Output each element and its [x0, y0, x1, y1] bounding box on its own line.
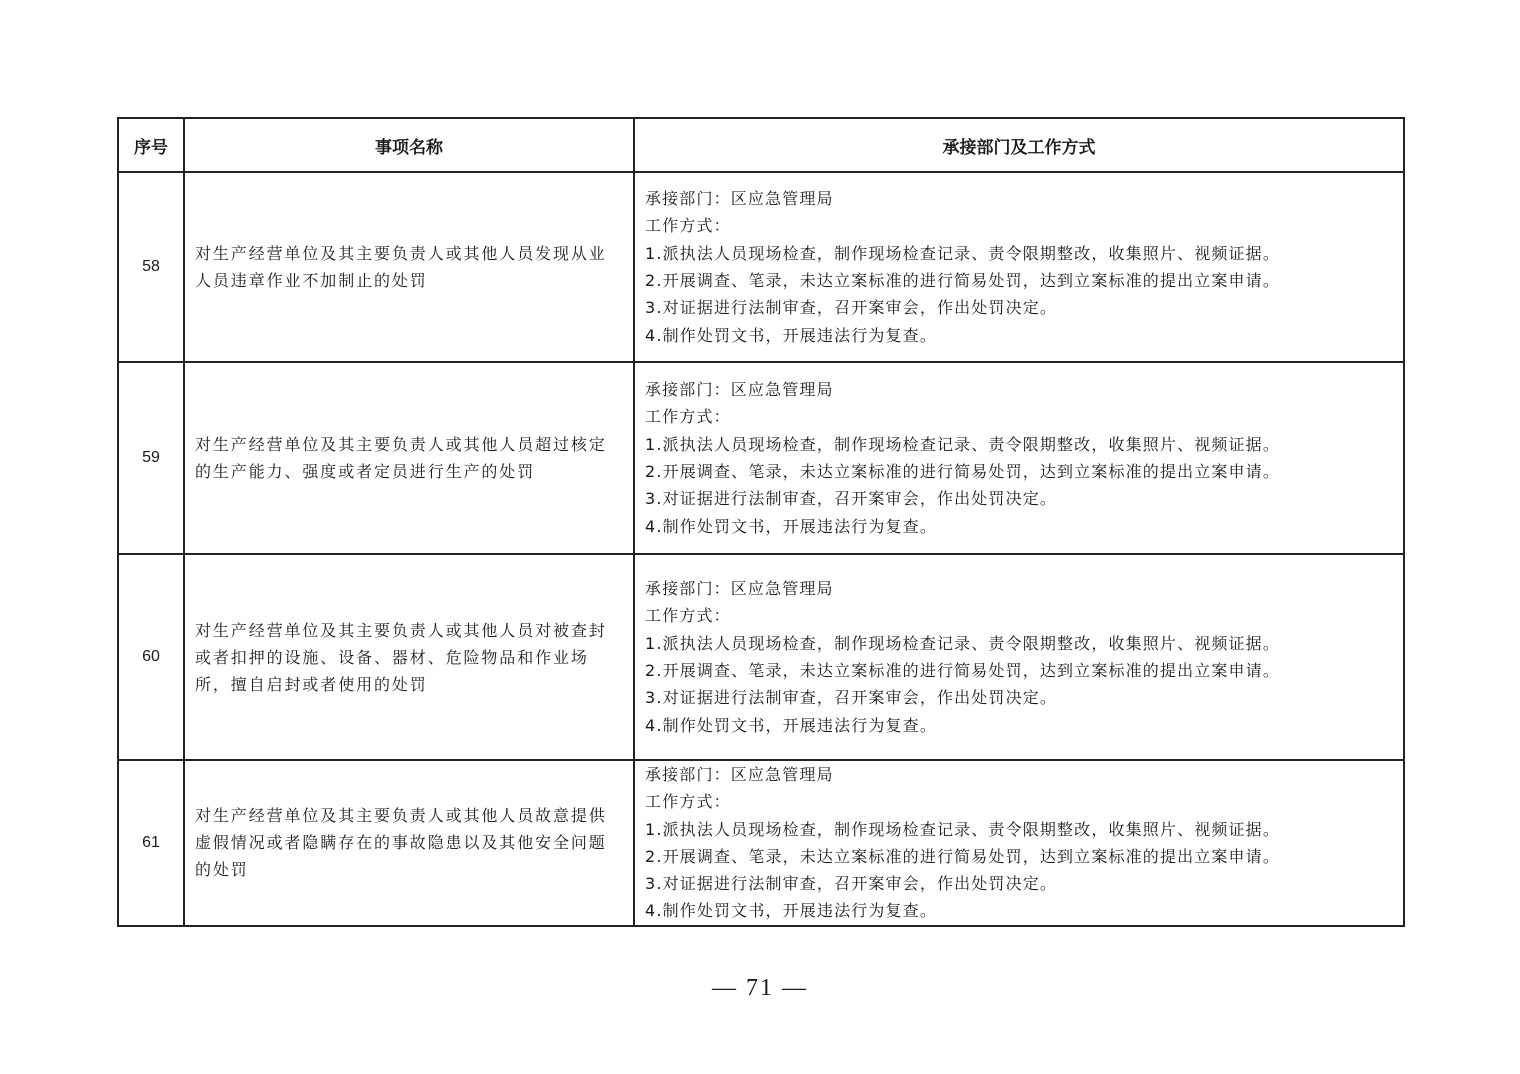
- work-method-label: 工作方式：: [645, 216, 731, 236]
- department-line: 承接部门：区应急管理局: [645, 189, 834, 209]
- row-serial-number: 61: [118, 760, 184, 926]
- row-department-method: [634, 554, 1404, 760]
- work-step-1: 1.派执法人员现场检查，制作现场检查记录、责令限期整改，收集照片、视频证据。: [645, 819, 1280, 839]
- work-step-2: 2.开展调查、笔录，未达立案标准的进行简易处罚，达到立案标准的提出立案申请。: [645, 661, 1280, 680]
- work-step-3: 3.对证据进行法制审查，召开案审会，作出处罚决定。: [645, 688, 1058, 708]
- row-serial-number: 60: [118, 554, 184, 760]
- department-line: 承接部门：区应急管理局: [645, 579, 834, 599]
- work-step-3: 3.对证据进行法制审查，召开案审会，作出处罚决定。: [645, 298, 1058, 318]
- header-matter-name: 事项名称: [184, 118, 634, 172]
- table-row: [118, 554, 1404, 760]
- work-method-label: 工作方式：: [645, 407, 731, 427]
- row-matter-name: 对生产经营单位及其主要负责人或其他人员故意提供虚假情况或者隐瞒存在的事故隐患以及其他安全问题的处罚: [184, 760, 634, 926]
- table-row: [118, 760, 1404, 926]
- work-step-3: 3.对证据进行法制审查，召开案审会，作出处罚决定。: [645, 489, 1058, 509]
- row-serial-number: 58: [118, 172, 184, 362]
- header-department-and-method: 承接部门及工作方式: [634, 118, 1404, 172]
- row-department-method: [634, 172, 1404, 362]
- work-step-4: 4.制作处罚文书，开展违法行为复查。: [645, 325, 937, 345]
- work-step-4: 4.制作处罚文书，开展违法行为复查。: [645, 516, 937, 536]
- page-number: — 71 —: [712, 975, 808, 1001]
- work-step-2: 2.开展调查、笔录，未达立案标准的进行简易处罚，达到立案标准的提出立案申请。: [645, 271, 1280, 290]
- work-method-label: 工作方式：: [645, 606, 731, 626]
- row-matter-name: 对生产经营单位及其主要负责人或其他人员发现从业人员违章作业不加制止的处罚: [184, 172, 634, 362]
- work-method-label: 工作方式：: [645, 792, 731, 812]
- table-row: [118, 362, 1404, 554]
- row-matter-name: 对生产经营单位及其主要负责人或其他人员对被查封或者扣押的设施、设备、器材、危险物品和作业场所，擅自启封或者使用的处罚: [184, 554, 634, 760]
- work-step-4: 4.制作处罚文书，开展违法行为复查。: [645, 901, 937, 921]
- row-matter-name: 对生产经营单位及其主要负责人或其他人员超过核定的生产能力、强度或者定员进行生产的处罚: [184, 362, 634, 554]
- work-step-2: 2.开展调查、笔录，未达立案标准的进行简易处罚，达到立案标准的提出立案申请。: [645, 462, 1280, 481]
- header-serial-number: 序号: [118, 118, 184, 172]
- work-step-1: 1.派执法人员现场检查，制作现场检查记录、责令限期整改，收集照片、视频证据。: [645, 243, 1280, 263]
- row-serial-number: 59: [118, 362, 184, 554]
- work-step-2: 2.开展调查、笔录，未达立案标准的进行简易处罚，达到立案标准的提出立案申请。: [645, 846, 1280, 866]
- table-header-row: [118, 118, 1404, 172]
- work-step-3: 3.对证据进行法制审查，召开案审会，作出处罚决定。: [645, 874, 1058, 894]
- row-department-method: [634, 760, 1404, 926]
- work-step-4: 4.制作处罚文书，开展违法行为复查。: [645, 715, 937, 735]
- table-row: [118, 172, 1404, 362]
- department-line: 承接部门：区应急管理局: [645, 380, 834, 400]
- row-department-method: [634, 362, 1404, 554]
- work-step-1: 1.派执法人员现场检查，制作现场检查记录、责令限期整改，收集照片、视频证据。: [645, 434, 1280, 454]
- department-line: 承接部门：区应急管理局: [645, 765, 834, 784]
- matters-table: [117, 117, 1405, 927]
- work-step-1: 1.派执法人员现场检查，制作现场检查记录、责令限期整改，收集照片、视频证据。: [645, 633, 1280, 653]
